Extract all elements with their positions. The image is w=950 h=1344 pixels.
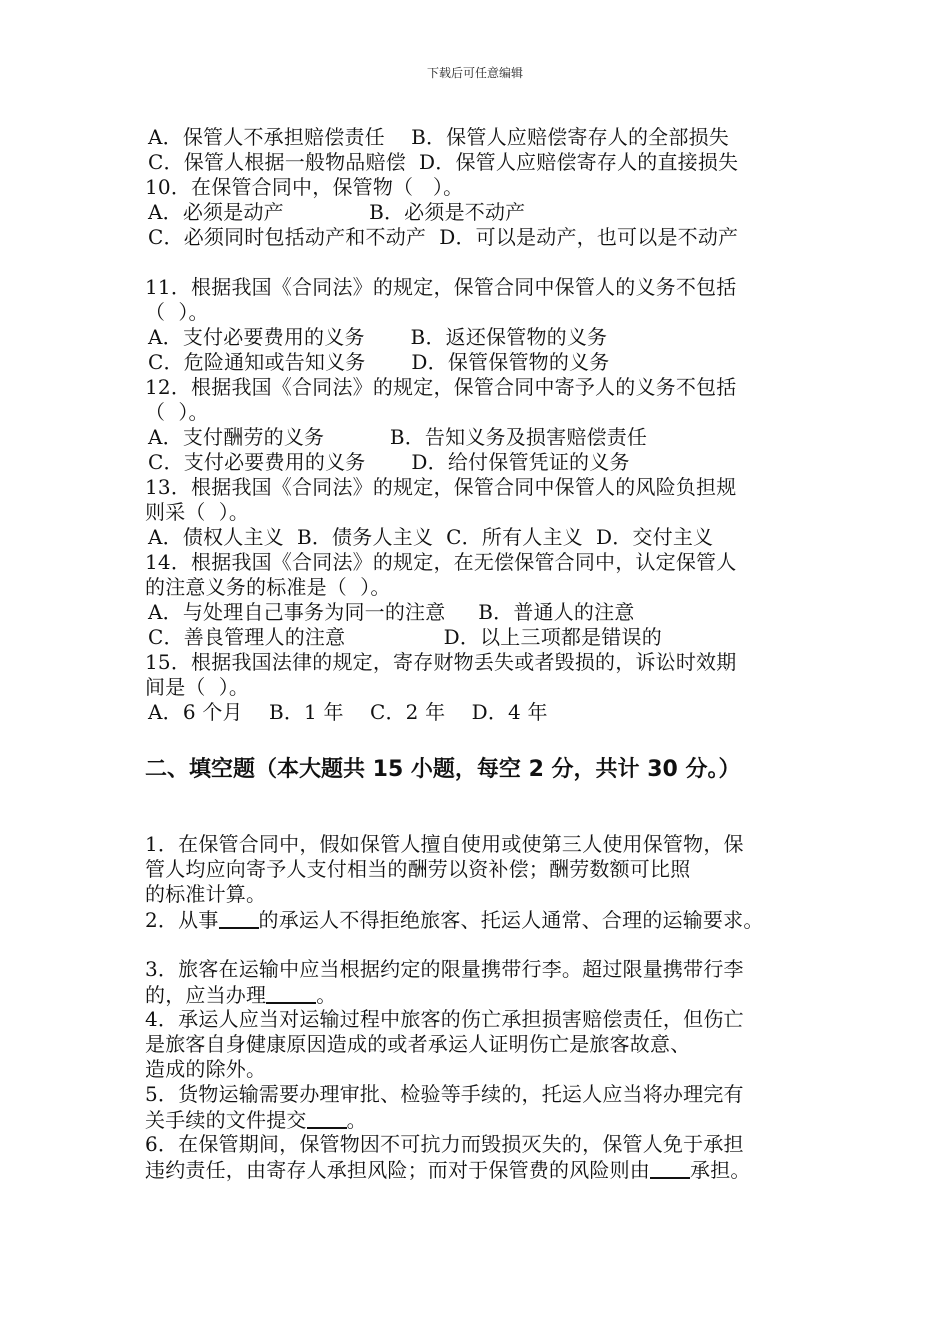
q13-stem: 13．根据我国《合同法》的规定，保管合同中保管人的风险负担规 (145, 475, 737, 499)
fill-5-post: 。 (346, 1108, 367, 1132)
fill-6-pre: 违约责任，由寄存人承担风险；而对于保管费的风险则由 (145, 1158, 650, 1182)
fill-2-post: 的承运人不得拒绝旅客、托运人通常、合理的运输要求。 (258, 908, 764, 932)
q9-options-ab: A．保管人不承担赔偿责任 B．保管人应赔偿寄存人的全部损失 (148, 125, 729, 149)
q15-stem-cont: 间是（ ）。 (145, 675, 250, 699)
q10-options-ab: A．必须是动产 B．必须是不动产 (148, 200, 526, 224)
answer-blank (650, 1157, 690, 1179)
q13-stem-cont: 则采（ ）。 (145, 500, 250, 524)
fill-3-pre: 的，应当办理 (145, 983, 267, 1007)
fill-1-line-1: 1．在保管合同中，假如保管人擅自使用或使第三人使用保管物，保 (145, 832, 744, 856)
q13-options: A．债权人主义 B．债务人主义 C．所有人主义 D．交付主义 (148, 525, 714, 549)
q10-options-cd: C．必须同时包括动产和不动产 D．可以是动产，也可以是不动产 (148, 225, 739, 249)
fill-4-line-1: 4．承运人应当对运输过程中旅客的伤亡承担损害赔偿责任，但伤亡 (145, 1007, 744, 1031)
q15-options: A．6 个月 B．1 年 C．2 年 D．4 年 (148, 700, 548, 724)
q14-options-ab: A．与处理自己事务为同一的注意 B．普通人的注意 (148, 600, 635, 624)
fill-4-line-2: 是旅客自身健康原因造成的或者承运人证明伤亡是旅客故意、 (145, 1032, 691, 1056)
fill-1-line-2: 管人均应向寄予人支付相当的酬劳以资补偿；酬劳数额可比照 (145, 857, 691, 881)
fill-6-line-1: 6．在保管期间，保管物因不可抗力而毁损灭失的，保管人免于承担 (145, 1132, 744, 1156)
fill-5-line-2 (145, 1107, 367, 1133)
fill-5-line-1: 5．货物运输需要办理审批、检验等手续的，托运人应当将办理完有 (145, 1082, 744, 1106)
q14-stem: 14．根据我国《合同法》的规定，在无偿保管合同中，认定保管人 (145, 550, 737, 574)
fill-4-line-3: 造成的除外。 (145, 1057, 267, 1081)
fill-3-line-2 (145, 982, 336, 1008)
q12-stem-cont: （ ）。 (145, 400, 209, 424)
q12-stem: 12．根据我国《合同法》的规定，保管合同中寄予人的义务不包括 (145, 375, 737, 399)
q11-stem-cont: （ ）。 (145, 300, 209, 324)
q11-options-ab: A．支付必要费用的义务 B．返还保管物的义务 (148, 325, 608, 349)
fill-1-line-3: 的标准计算。 (145, 882, 267, 906)
answer-blank (219, 907, 259, 929)
answer-blank (266, 982, 316, 1004)
fill-3-post: 。 (316, 983, 337, 1007)
q15-stem: 15．根据我国法律的规定，寄存财物丢失或者毁损的，诉讼时效期 (145, 650, 737, 674)
q12-options-ab: A．支付酬劳的义务 B．告知义务及损害赔偿责任 (148, 425, 648, 449)
q14-stem-cont: 的注意义务的标准是（ ）。 (145, 575, 391, 599)
fill-6-post: 承担。 (690, 1158, 751, 1182)
fill-2-line (145, 907, 764, 933)
q10-stem: 10．在保管合同中，保管物（ ）。 (145, 175, 464, 199)
answer-blank (307, 1107, 347, 1129)
fill-3-line-1: 3．旅客在运输中应当根据约定的限量携带行李。超过限量携带行李 (145, 957, 744, 981)
fill-6-line-2 (145, 1157, 751, 1183)
fill-2-pre: 2．从事 (145, 908, 219, 932)
q14-options-cd: C．善良管理人的注意 D．以上三项都是错误的 (148, 625, 662, 649)
q12-options-cd: C．支付必要费用的义务 D．给付保管凭证的义务 (148, 450, 630, 474)
page-header: 下载后可任意编辑 (426, 66, 523, 80)
q9-options-cd: C．保管人根据一般物品赔偿 D．保管人应赔偿寄存人的直接损失 (148, 150, 739, 174)
q11-stem: 11．根据我国《合同法》的规定，保管合同中保管人的义务不包括 (145, 275, 737, 299)
section-heading: 二、填空题（本大题共 15 小题，每空 2 分，共计 30 分。） (145, 757, 741, 782)
fill-5-pre: 关手续的文件提交 (145, 1108, 307, 1132)
q11-options-cd: C．危险通知或告知义务 D．保管保管物的义务 (148, 350, 610, 374)
